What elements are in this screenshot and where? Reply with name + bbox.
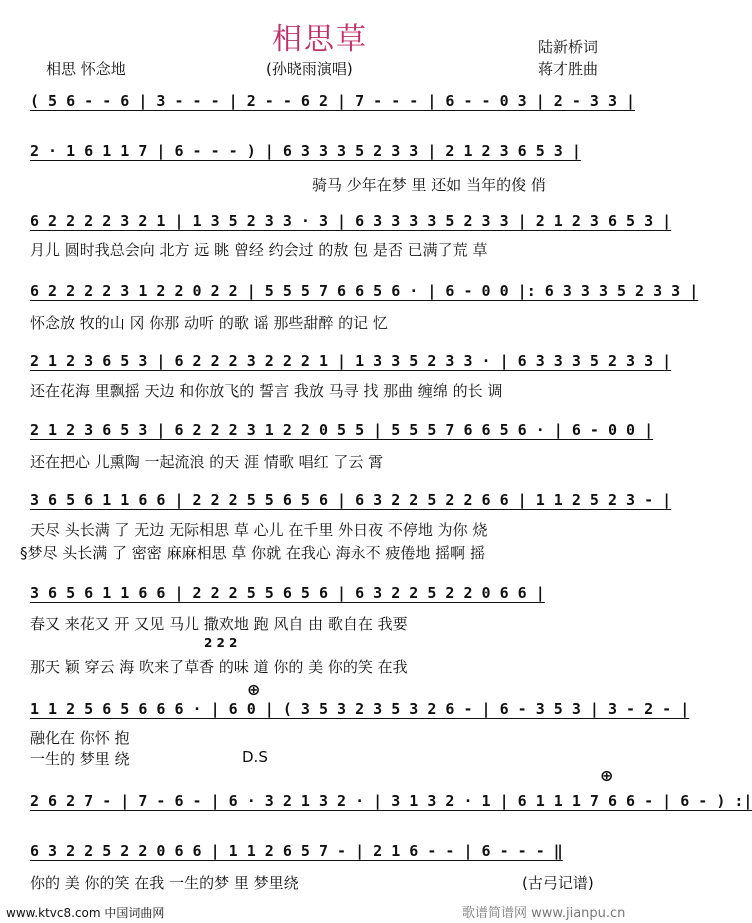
lyric-line-3: 怀念放 牧的山 冈 你那 动听 的歌 谣 那些甜醉 的记 忆 (30, 314, 388, 332)
footer-watermark: 歌谱简谱网 www.jianpu.cn (462, 906, 626, 921)
notation-line-11: 6 3 2 2 5 2 2 0 6 6 | 1 1 2 6 5 7 - | 2 1 6 - - | 6 - - - ‖ (30, 842, 563, 860)
song-title: 相思草 (272, 22, 368, 57)
lyric-line-6: 天尽 头长满 了 无边 无际相思 草 心儿 在千里 外日夜 不停地 为你 烧 (30, 521, 488, 539)
lyric-line-2: 月儿 圆时我总会向 北方 远 眺 曾经 约会过 的敖 包 是否 已满了荒 草 (30, 241, 488, 259)
notation-line-9: 1 1 2 5 6 5 6 6 6 · | 6 0 | ( 3 5 3 2 3 5 3 2 6 - | 6 - 3 5 3 | 3 - 2 - | (30, 700, 690, 718)
notation-line-6: 2 1 2 3 6 5 3 | 6 2 2 2 3 1 2 2 0 5 5 | 5 5 5 7 6 6 5 6 · | 6 - 0 0 | (30, 421, 654, 439)
notation-line-10: 2 6 2 7 - | 7 - 6 - | 6 · 3 2 1 3 2 · | 3 1 3 2 · 1 | 6 1 1 1 7 6 6 - | 6 - ) :| (30, 792, 752, 810)
notation-line-8: 3 6 5 6 1 1 6 6 | 2 2 2 5 5 6 5 6 | 6 3 2 2 5 2 2 0 6 6 | (30, 584, 545, 602)
coda-icon: ⊕ (247, 680, 261, 699)
lyric-line-7: §梦尽 头长满 了 密密 麻麻相思 草 你就 在我心 海永不 疲倦地 摇啊 摇 (20, 544, 485, 562)
notation-line-3: 6 2 2 2 2 3 2 1 | 1 3 5 2 3 3 · 3 | 6 3 3 3 3 5 2 3 3 | 2 1 2 3 6 5 3 | (30, 212, 672, 230)
notation-line-7: 3 6 5 6 1 1 6 6 | 2 2 2 5 5 6 5 6 | 6 3 2 2 5 2 2 6 6 | 1 1 2 5 2 3 - | (30, 491, 672, 509)
lyric-line-12: 你的 美 你的笑 在我 一生的梦 里 梦里绕 (30, 874, 299, 892)
lyric-line-5: 还在把心 儿熏陶 一起流浪 的天 涯 情歌 唱红 了云 霄 (30, 453, 384, 471)
coda-end-icon: ⊕ (600, 766, 614, 785)
triplet-mark: 2 2 2 (204, 636, 238, 650)
notation-line-2: 2 · 1 6 1 1 7 | 6 - - - ) | 6 3 3 3 5 2 3 3 | 2 1 2 3 6 5 3 | (30, 142, 581, 160)
transcriber-credit: (古弓记谱) (522, 874, 594, 892)
lyric-line-4: 还在花海 里飘摇 天边 和你放飞的 誓言 我放 马寻 找 那曲 缠绵 的长 调 (30, 382, 503, 400)
lyricist-credit: 陆新桥词 (538, 38, 599, 56)
dal-segno-mark: D.S (242, 748, 268, 766)
lyric-line-11: 一生的 梦里 绕 (30, 750, 130, 768)
composer-credit: 蒋才胜曲 (538, 60, 599, 78)
notation-line-4: 6 2 2 2 2 3 1 2 2 0 2 2 | 5 5 5 7 6 6 5 6 · | 6 - 0 0 |: 6 3 3 3 5 2 3 3 | (30, 282, 699, 300)
notation-line-1: ( 5 6 - - 6 | 3 - - - | 2 - - 6 2 | 7 - - - | 6 - - 0 3 | 2 - 3 3 | (30, 92, 636, 110)
singer-credit: (孙晓雨演唱) (266, 60, 353, 78)
footer-source-link[interactable]: www.ktvc8.com 中国词曲网 (6, 906, 165, 920)
lyric-line-9: 那天 颖 穿云 海 吹来了草香 的味 道 你的 美 你的笑 在我 (30, 658, 408, 676)
lyric-line-8: 春又 来花又 开 又见 马儿 撒欢地 跑 风自 由 歌自在 我要 (30, 615, 408, 633)
notation-line-5: 2 1 2 3 6 5 3 | 6 2 2 2 3 2 2 2 1 | 1 3 3 5 2 3 3 · | 6 3 3 3 5 2 3 3 | (30, 352, 672, 370)
expression-marking: 相思 怀念地 (46, 60, 126, 78)
lyric-line-1: 骑马 少年在梦 里 还如 当年的俊 俏 (312, 176, 546, 194)
lyric-line-10: 融化在 你怀 抱 (30, 729, 130, 747)
